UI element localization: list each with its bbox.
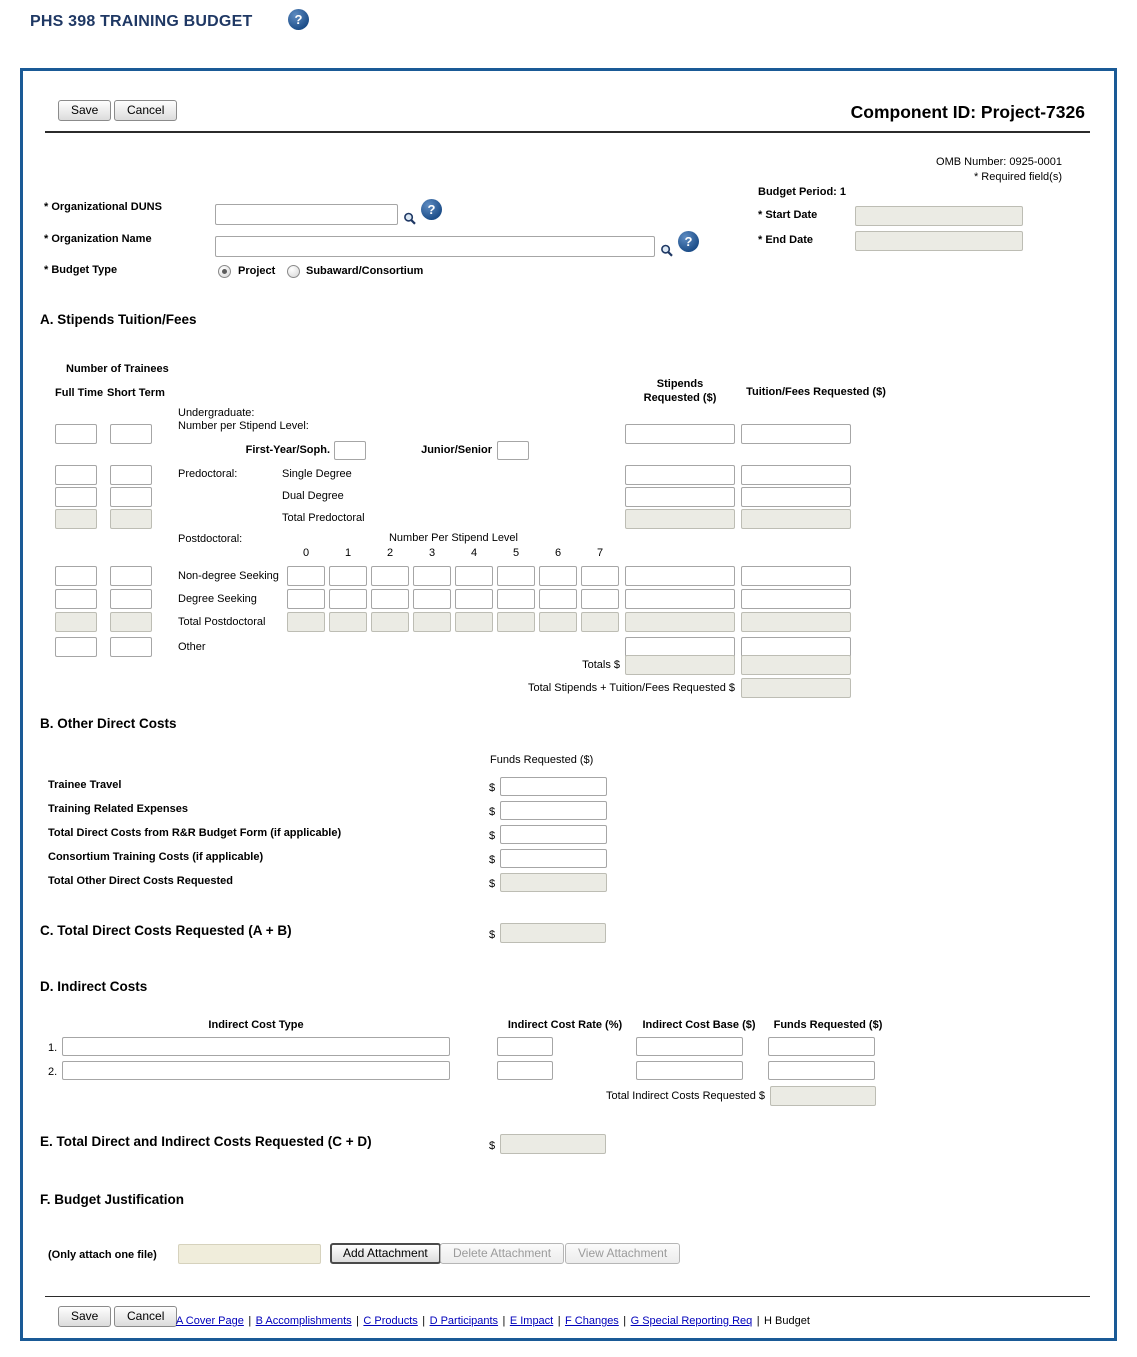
attach-note-label: (Only attach one file) (48, 1249, 157, 1261)
deg-level3-input[interactable] (413, 589, 451, 609)
total-other-direct-field (500, 873, 607, 892)
single-degree-label: Single Degree (282, 468, 352, 480)
nav-separator: | (557, 1315, 561, 1327)
delete-attachment-button: Delete Attachment (440, 1243, 564, 1264)
section-c-title: C. Total Direct Costs Requested (A + B) (40, 923, 292, 938)
indirect-funds2-input[interactable] (768, 1061, 875, 1080)
start-date-field (855, 206, 1023, 226)
predoc-dual-tuition-input[interactable] (741, 487, 851, 507)
duns-input[interactable] (215, 204, 398, 225)
indirect-rate2-input[interactable] (497, 1061, 553, 1080)
dual-degree-label: Dual Degree (282, 490, 344, 502)
postdoctoral-label: Postdoctoral: (178, 533, 243, 545)
cancel-button-top[interactable]: Cancel (114, 100, 177, 121)
stipend-level-5: 5 (512, 547, 520, 559)
trainee-travel-currency: $ (489, 782, 496, 794)
nondeg-stipends-input[interactable] (625, 566, 735, 586)
duns-label: * Organizational DUNS (44, 201, 162, 213)
predoc-total-tuition-field (741, 509, 851, 529)
nav-current-budget: H Budget (764, 1315, 810, 1327)
page-help-icon[interactable]: ? (288, 9, 309, 30)
predoc-single-full-time-input[interactable] (55, 465, 97, 485)
section-b-title: B. Other Direct Costs (40, 716, 177, 731)
add-attachment-button[interactable]: Add Attachment (330, 1243, 441, 1264)
budget-type-subaward-label: Subaward/Consortium (306, 265, 424, 277)
duns-help-icon[interactable]: ? (421, 199, 442, 220)
indirect-rate1-input[interactable] (497, 1037, 553, 1056)
total-postdoctoral-label: Total Postdoctoral (178, 616, 266, 628)
number-per-stipend-level-header: Number Per Stipend Level (388, 532, 518, 544)
omb-number: OMB Number: 0925-0001 (936, 156, 1062, 168)
nav-separator: | (756, 1315, 760, 1327)
nav-link-cover-page[interactable]: A Cover Page (176, 1315, 244, 1327)
stipend-level-1: 1 (344, 547, 352, 559)
stipend-level-3: 3 (428, 547, 436, 559)
training-expenses-currency: $ (489, 806, 496, 818)
nav-link-special-reporting[interactable]: G Special Reporting Req (630, 1315, 753, 1327)
section-f-title: F. Budget Justification (40, 1192, 185, 1207)
section-d-title: D. Indirect Costs (40, 979, 148, 994)
deg-level4-input[interactable] (455, 589, 493, 609)
ug-tuition-input[interactable] (741, 424, 851, 444)
header-divider (45, 131, 1090, 133)
nondeg-level2-input[interactable] (371, 566, 409, 586)
nondeg-level5-input[interactable] (497, 566, 535, 586)
postdoc-total-level0-field (287, 612, 325, 632)
nav-link-impact[interactable]: E Impact (509, 1315, 554, 1327)
deg-level1-input[interactable] (329, 589, 367, 609)
nondeg-level4-input[interactable] (455, 566, 493, 586)
deg-short-term-input[interactable] (110, 589, 152, 609)
total-direct-indirect-field (500, 1134, 606, 1154)
predoc-single-stipends-input[interactable] (625, 465, 735, 485)
postdoc-total-level5-field (497, 612, 535, 632)
nondeg-level3-input[interactable] (413, 566, 451, 586)
nav-link-products[interactable]: C Products (363, 1315, 418, 1327)
training-expenses-input[interactable] (500, 801, 607, 820)
indirect-base1-input[interactable] (636, 1037, 743, 1056)
other-stipends-input[interactable] (625, 637, 735, 657)
org-name-label: * Organization Name (44, 233, 152, 245)
predoc-dual-stipends-input[interactable] (625, 487, 735, 507)
postdoc-total-stipends-field (625, 612, 735, 632)
section-e-currency: $ (489, 1140, 496, 1152)
nondeg-full-time-input[interactable] (55, 566, 97, 586)
section-a-title: A. Stipends Tuition/Fees (40, 312, 197, 327)
ug-short-term-input[interactable] (110, 424, 152, 444)
footer-nav (176, 1311, 810, 1329)
postdoc-total-level7-field (581, 612, 619, 632)
org-name-lookup-icon[interactable] (660, 244, 674, 263)
save-button-top[interactable]: Save (58, 100, 111, 121)
other-tuition-input[interactable] (741, 637, 851, 657)
required-note: * Required field(s) (973, 171, 1062, 183)
indirect-funds1-input[interactable] (768, 1037, 875, 1056)
ug-full-time-input[interactable] (55, 424, 97, 444)
deg-level7-input[interactable] (581, 589, 619, 609)
predoc-single-tuition-input[interactable] (741, 465, 851, 485)
trainee-travel-label: Trainee Travel (48, 779, 122, 791)
nondeg-short-term-input[interactable] (110, 566, 152, 586)
undergraduate-sublabel: Number per Stipend Level: (178, 420, 309, 432)
deg-level5-input[interactable] (497, 589, 535, 609)
nondeg-level1-input[interactable] (329, 566, 367, 586)
section-e-title: E. Total Direct and Indirect Costs Requested (C + D) (40, 1134, 372, 1149)
stipend-level-7: 7 (596, 547, 604, 559)
total-indirect-field (770, 1086, 876, 1106)
budget-period-label: Budget Period: 1 (758, 186, 847, 198)
predoc-total-short-term-field (110, 509, 152, 529)
stipend-level-6: 6 (554, 547, 562, 559)
org-name-help-icon[interactable]: ? (678, 231, 699, 252)
deg-level0-input[interactable] (287, 589, 325, 609)
predoc-dual-short-term-input[interactable] (110, 487, 152, 507)
stipend-level-0: 0 (302, 547, 310, 559)
rr-budget-label: Total Direct Costs from R&R Budget Form (if applicable) (48, 827, 342, 839)
nav-link-participants[interactable]: D Participants (429, 1315, 499, 1327)
training-expenses-label: Training Related Expenses (48, 803, 188, 815)
total-direct-costs-field (500, 923, 606, 943)
other-short-term-input[interactable] (110, 637, 152, 657)
deg-level6-input[interactable] (539, 589, 577, 609)
other-full-time-input[interactable] (55, 637, 97, 657)
deg-tuition-input[interactable] (741, 589, 851, 609)
predoc-total-stipends-field (625, 509, 735, 529)
total-predoctoral-label: Total Predoctoral (282, 512, 365, 524)
stipend-level-2: 2 (386, 547, 394, 559)
stipends-header-line1: Stipends (656, 378, 704, 390)
indirect-row2-number: 2. (48, 1066, 58, 1078)
footer-divider (45, 1296, 1090, 1297)
end-date-field (855, 231, 1023, 251)
end-date-label: * End Date (758, 234, 814, 246)
postdoc-total-level1-field (329, 612, 367, 632)
rr-budget-currency: $ (489, 830, 496, 842)
number-of-trainees-label: Number of Trainees (66, 363, 169, 375)
postdoc-total-full-time-field (55, 612, 97, 632)
postdoc-total-level2-field (371, 612, 409, 632)
funds-requested-header: Funds Requested ($) (490, 754, 594, 766)
full-time-header: Full Time (55, 387, 104, 399)
stipend-level-4: 4 (470, 547, 478, 559)
section-c-currency: $ (489, 929, 496, 941)
other-label: Other (178, 641, 206, 653)
indirect-cost-type-header: Indirect Cost Type (208, 1019, 304, 1031)
postdoc-total-level3-field (413, 612, 451, 632)
nav-link-accomplishments[interactable]: B Accomplishments (255, 1315, 352, 1327)
junior-senior-input[interactable] (497, 441, 529, 460)
budget-type-radio-project[interactable] (218, 265, 231, 278)
non-degree-seeking-label: Non-degree Seeking (178, 570, 279, 582)
cancel-button-bottom[interactable]: Cancel (114, 1306, 177, 1327)
indirect-cost-rate-header: Indirect Cost Rate (%) (507, 1019, 623, 1031)
stipends-header-line2: Requested ($) (643, 392, 717, 404)
indirect-cost-base-header: Indirect Cost Base ($) (642, 1019, 756, 1031)
nondeg-level0-input[interactable] (287, 566, 325, 586)
nondeg-level6-input[interactable] (539, 566, 577, 586)
indirect-row1-number: 1. (48, 1042, 58, 1054)
nondeg-level7-input[interactable] (581, 566, 619, 586)
nav-separator: | (356, 1315, 359, 1327)
undergraduate-label: Undergraduate: (178, 407, 255, 419)
rr-budget-input[interactable] (500, 825, 607, 844)
total-other-direct-currency: $ (489, 878, 496, 890)
nav-separator: | (502, 1315, 506, 1327)
budget-type-label: * Budget Type (44, 264, 118, 276)
postdoc-total-short-term-field (110, 612, 152, 632)
predoc-total-full-time-field (55, 509, 97, 529)
first-year-input[interactable] (334, 441, 366, 460)
view-attachment-button: View Attachment (565, 1243, 680, 1264)
consortium-costs-currency: $ (489, 854, 496, 866)
nav-separator: | (422, 1315, 426, 1327)
ug-stipends-input[interactable] (625, 424, 735, 444)
grand-total-label: Total Stipends + Tuition/Fees Requested $ (528, 682, 735, 694)
total-indirect-label: Total Indirect Costs Requested $ (606, 1090, 765, 1102)
deg-level2-input[interactable] (371, 589, 409, 609)
predoc-single-short-term-input[interactable] (110, 465, 152, 485)
consortium-costs-input[interactable] (500, 849, 607, 868)
budget-type-project-label: Project (238, 265, 276, 277)
predoc-dual-full-time-input[interactable] (55, 487, 97, 507)
budget-type-radio-subaward[interactable] (287, 265, 300, 278)
predoctoral-label: Predoctoral: (178, 468, 238, 480)
postdoc-total-tuition-field (741, 612, 851, 632)
component-id: Component ID: Project-7326 (850, 102, 1085, 122)
indirect-type2-input[interactable] (62, 1061, 450, 1080)
nav-separator: | (248, 1315, 252, 1327)
short-term-header: Short Term (107, 387, 165, 399)
trainee-travel-input[interactable] (500, 777, 607, 796)
postdoc-total-level4-field (455, 612, 493, 632)
start-date-label: * Start Date (758, 209, 818, 221)
nondeg-tuition-input[interactable] (741, 566, 851, 586)
consortium-costs-label: Consortium Training Costs (if applicable) (48, 851, 264, 863)
first-year-label: First-Year/Soph. (245, 444, 330, 456)
deg-stipends-input[interactable] (625, 589, 735, 609)
tuition-header: Tuition/Fees Requested ($) (746, 386, 886, 398)
grand-total-field (741, 678, 851, 698)
nav-link-changes[interactable]: F Changes (565, 1315, 619, 1327)
funds-requested-d-header: Funds Requested ($) (773, 1019, 883, 1031)
degree-seeking-label: Degree Seeking (178, 593, 257, 605)
deg-full-time-input[interactable] (55, 589, 97, 609)
postdoc-total-level6-field (539, 612, 577, 632)
duns-lookup-icon[interactable] (403, 212, 417, 231)
junior-senior-label: Junior/Senior (421, 444, 492, 456)
nav-separator: | (623, 1315, 627, 1327)
attachment-filename-field (178, 1244, 321, 1264)
indirect-base2-input[interactable] (636, 1061, 743, 1080)
save-button-bottom[interactable]: Save (58, 1306, 111, 1327)
totals-tuition-field (741, 655, 851, 675)
page-title: PHS 398 TRAINING BUDGET (30, 13, 253, 30)
indirect-type1-input[interactable] (62, 1037, 450, 1056)
org-name-input[interactable] (215, 236, 655, 257)
totals-label: Totals $ (582, 659, 620, 671)
totals-stipends-field (625, 655, 735, 675)
total-other-direct-label: Total Other Direct Costs Requested (48, 875, 233, 887)
